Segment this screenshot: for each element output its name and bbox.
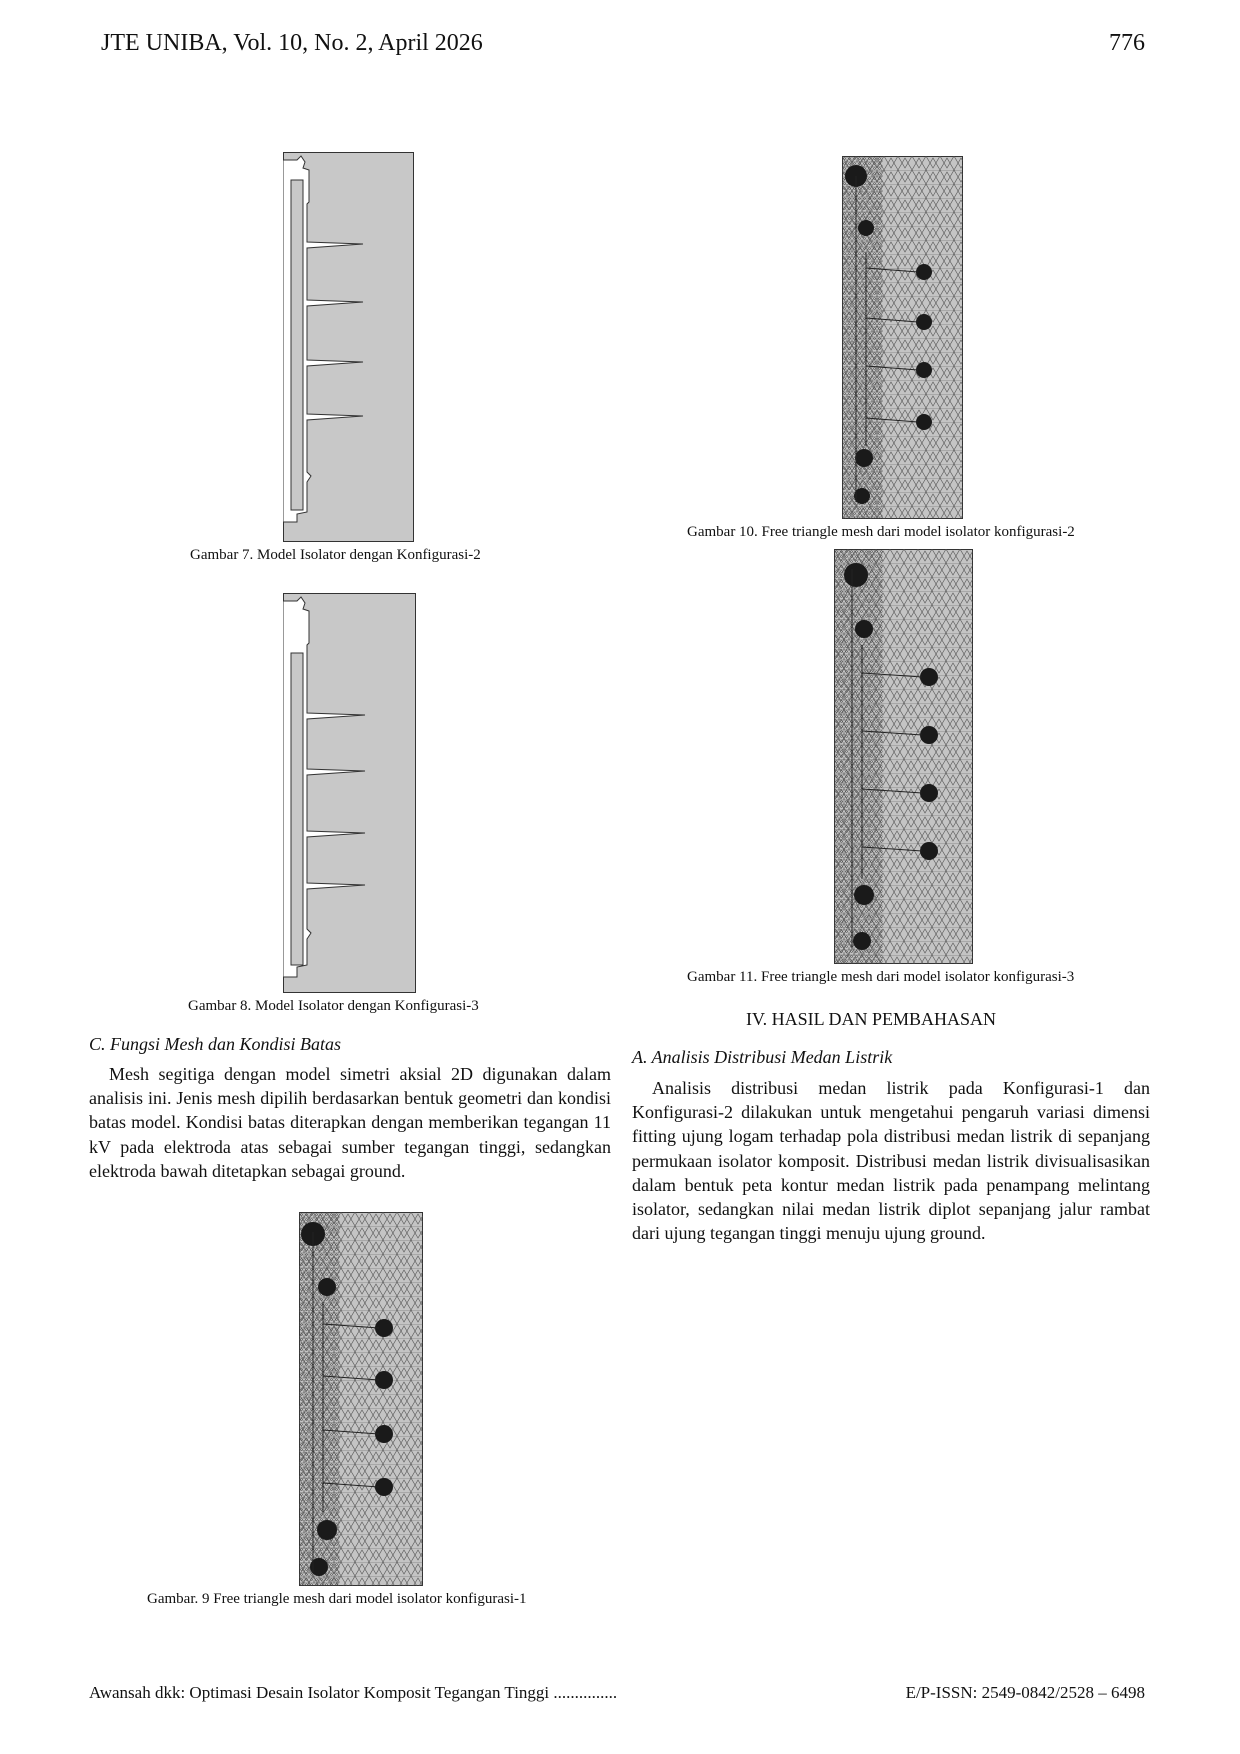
figure-10-caption: Gambar 10. Free triangle mesh dari model isolator konfigurasi-2: [687, 524, 1075, 540]
figure-8-drawing: [283, 593, 416, 993]
section-iv-subheading: A. Analisis Distribusi Medan Listrik: [632, 1047, 893, 1067]
footer-citation: Awansah dkk: Optimasi Desain Isolator Komposit Tegangan Tinggi ...............: [89, 1683, 618, 1702]
section-c-heading: C. Fungsi Mesh dan Kondisi Batas: [89, 1034, 342, 1054]
journal-header: JTE UNIBA, Vol. 10, No. 2, April 2026: [101, 30, 483, 56]
section-iv-paragraph: Analisis distribusi medan listrik pada Konfigurasi-1 dan Konfigurasi-2 dilakukan untuk mengetahui pengaruh variasi dimensi fitting ujung logam terhadap pola distribusi medan listrik di sepanjang permukaan isolator komposit. Distribusi medan listrik divisualisasikan dalam bentuk peta kontur medan listrik pada penampang melintang isolator, sedangkan nilai medan listrik diplot sepanjang jalur rambat dari ujung tegangan tinggi menuju ujung ground.: [632, 1078, 1150, 1244]
section-iv-heading: IV. HASIL DAN PEMBAHASAN: [746, 1009, 997, 1029]
figure-7-drawing: [283, 152, 414, 542]
figure-10-mesh: [842, 156, 963, 519]
figure-9-caption: Gambar. 9 Free triangle mesh dari model isolator konfigurasi-1: [147, 1591, 527, 1607]
page-number: 776: [1109, 30, 1145, 56]
figure-8-caption: Gambar 8. Model Isolator dengan Konfigurasi-3: [188, 998, 479, 1014]
figure-11-drawing: [834, 549, 973, 964]
figure-9-mesh: [299, 1212, 423, 1586]
figure-11-mesh: [834, 549, 973, 964]
figure-7-model: [283, 152, 414, 542]
section-c-paragraph: Mesh segitiga dengan model simetri aksial 2D digunakan dalam analisis ini. Jenis mesh dipilih berdasarkan bentuk geometri dan kondisi batas model. Kondisi batas diterapkan dengan memberikan tegangan 11 kV pada elektroda atas sebagai sumber tegangan tinggi, sedangkan elektroda bawah ditetapkan sebagai ground.: [89, 1064, 611, 1181]
figure-9-drawing: [299, 1212, 423, 1586]
figure-7-caption: Gambar 7. Model Isolator dengan Konfigurasi-2: [190, 547, 481, 563]
footer-issn: E/P-ISSN: 2549-0842/2528 – 6498: [905, 1683, 1145, 1702]
figure-8-model: [283, 593, 416, 993]
figure-11-caption: Gambar 11. Free triangle mesh dari model isolator konfigurasi-3: [687, 969, 1075, 985]
figure-10-drawing: [842, 156, 963, 519]
